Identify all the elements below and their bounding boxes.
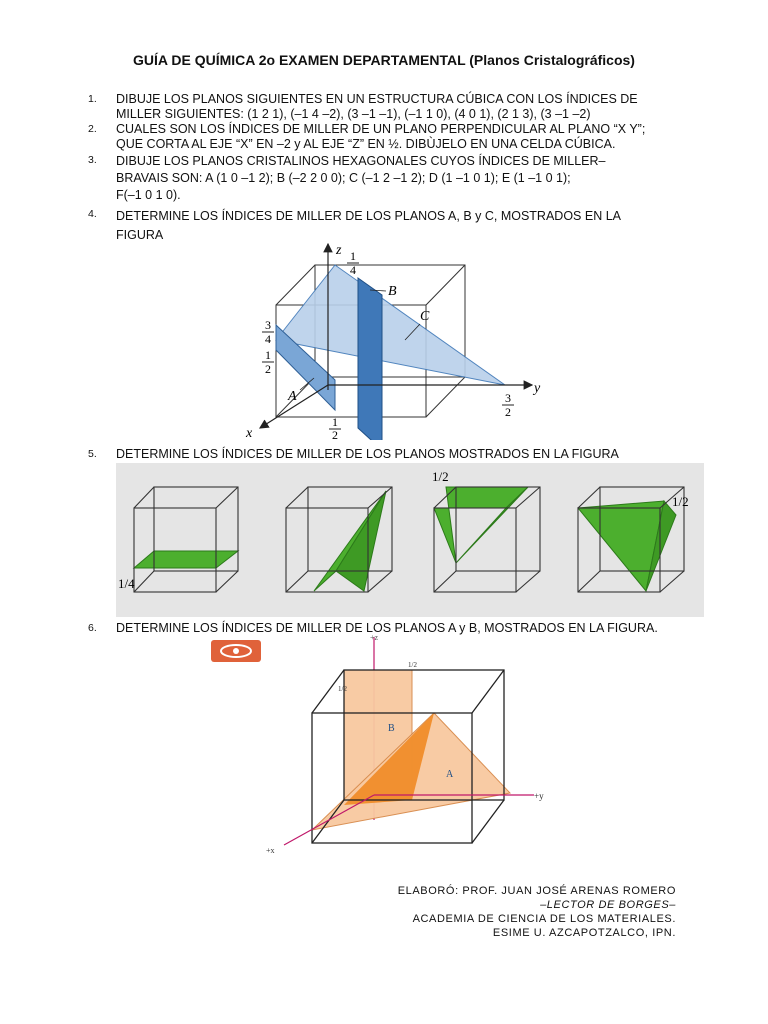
- svg-text:2: 2: [265, 362, 271, 376]
- question-number: 1.: [88, 93, 97, 105]
- x-axis-label: +x: [266, 846, 275, 855]
- svg-text:2: 2: [332, 428, 338, 440]
- question-text: DETERMINE LOS ÍNDICES DE MILLER DE LOS PLANOS A y B, MOSTRADOS EN LA FIGURA.: [116, 621, 658, 635]
- plane-b-label: B: [388, 284, 397, 299]
- author-line: ELABORÓ: PROF. JUAN JOSÉ ARENAS ROMERO: [397, 885, 676, 897]
- tick-z-left-lower: [262, 348, 274, 376]
- question-number: 5.: [88, 448, 97, 460]
- question-number: 3.: [88, 154, 97, 166]
- svg-text:1: 1: [350, 249, 356, 263]
- tick-x-bottom: [329, 415, 341, 440]
- question-text: DIBUJE LOS PLANOS SIGUIENTES EN UN ESTRUCTURA CÚBICA CON LOS ÍNDICES DE MILLER SIGUIENTES: (1 2 1), (–1 4 –2), (3 –1 –1), (–1 1 0), (4 0 1), (2 1 3), (3 –1 –2): [116, 92, 638, 121]
- svg-text:1/2: 1/2: [672, 494, 689, 509]
- y-axis-label: +y: [534, 791, 544, 801]
- z-axis-label: z: [336, 243, 342, 258]
- school-line: ESIME U. AZCAPOTZALCO, IPN.: [492, 927, 676, 939]
- tick-y-right: [502, 391, 514, 419]
- svg-text:1: 1: [332, 415, 338, 429]
- tick-z-top: [347, 249, 359, 277]
- question-text: DETERMINE LOS ÍNDICES DE MILLER DE LOS PLANOS MOSTRADOS EN LA FIGURA: [116, 447, 619, 461]
- plane-a-label: A: [446, 769, 454, 780]
- svg-text:4: 4: [350, 263, 356, 277]
- svg-text:2: 2: [505, 405, 511, 419]
- question-text: DETERMINE LOS ÍNDICES DE MILLER DE LOS PLANOS A, B y C, MOSTRADOS EN LA FIGURA: [116, 209, 621, 242]
- logo-icon: [211, 640, 261, 662]
- plane-b: [358, 278, 382, 440]
- figure-6-cube-planes: [262, 635, 562, 857]
- svg-text:1: 1: [265, 348, 271, 362]
- svg-text:3: 3: [265, 318, 271, 332]
- page-title: GUÍA DE QUÍMICA 2o EXAMEN DEPARTAMENTAL (Planos Cristalográficos): [133, 52, 635, 68]
- question-text: DIBUJE LOS PLANOS CRISTALINOS HEXAGONALES CUYOS ÍNDICES DE MILLER– BRAVAIS SON: A (1 0 –1 2); B (–2 2 0 0); C (–1 2 –1 2); D (1 –1 0 1); E (1 –1 0 1); F(–1 0 1 0).: [116, 154, 606, 202]
- figure-5-four-cubes: [116, 463, 704, 617]
- tick-half-left: 1/2: [338, 685, 347, 693]
- plane-b-label: B: [388, 723, 395, 734]
- author-block: [398, 884, 676, 940]
- x-axis-label: x: [246, 426, 253, 440]
- question-number: 2.: [88, 123, 97, 135]
- question-text: CUALES SON LOS ÍNDICES DE MILLER DE UN PLANO PERPENDICULAR AL PLANO “X Y”; QUE CORTA AL EJE “X” EN –2 y AL EJE “Z” EN ½. DIBÙJELO EN UNA CELDA CÚBICA.: [116, 122, 646, 151]
- svg-text:3: 3: [505, 391, 511, 405]
- question-number: 4.: [88, 208, 97, 220]
- author-alias: –LECTOR DE BORGES–: [540, 899, 676, 911]
- plane-a-label: A: [288, 389, 297, 404]
- svg-text:1/4: 1/4: [118, 576, 135, 591]
- academy-line: ACADEMIA DE CIENCIA DE LOS MATERIALES.: [412, 913, 676, 925]
- tick-z-left-upper: [262, 318, 274, 346]
- tick-half-right: 1/2: [408, 661, 417, 669]
- question-number: 6.: [88, 622, 97, 634]
- y-axis-label: y: [534, 381, 541, 396]
- svg-text:1/2: 1/2: [432, 469, 449, 484]
- figure-4-cube-planes: [240, 240, 550, 440]
- z-axis-label: +z: [370, 635, 379, 642]
- plane-c-label: C: [420, 309, 430, 324]
- svg-text:4: 4: [265, 332, 271, 346]
